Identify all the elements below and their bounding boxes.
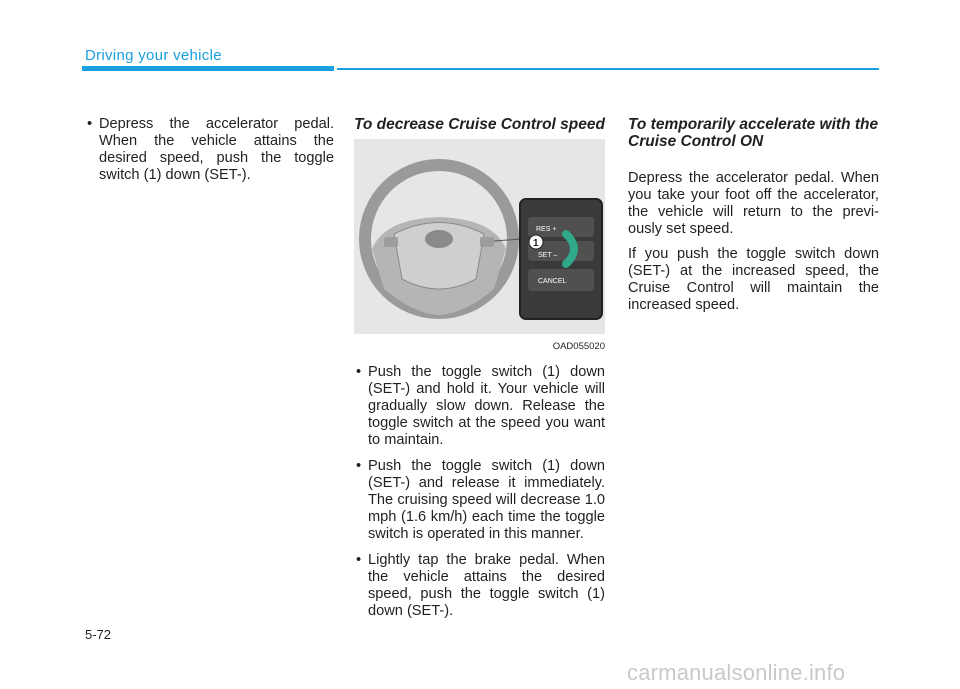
paragraph: Depress the accelerator pedal. When you take your foot off the accelerator, the vehicle will return to the previ-ously set speed. <box>628 170 879 237</box>
paragraph: If you push the toggle switch down (SET-) at the increased speed, the Cruise Control will maintain the increased speed. <box>628 246 879 313</box>
heading-temporarily-accelerate: To temporarily accelerate with the Cruise Control ON <box>628 116 879 150</box>
set-label: SET – <box>538 252 558 259</box>
header-rule-thick <box>82 66 334 71</box>
switch-inset <box>520 199 602 319</box>
figure-caption: OAD055020 <box>552 341 605 352</box>
bullet-item: • Lightly tap the brake pedal. When the vehicle attains the desired speed, push the toggle switch (1) down (SET-). <box>354 552 605 620</box>
header-rule-thin <box>337 68 879 70</box>
logo-icon <box>425 230 453 248</box>
column-3 <box>628 116 879 322</box>
cancel-label: CANCEL <box>538 278 567 285</box>
steering-wheel-figure <box>354 139 605 334</box>
bullet-item: • Push the toggle switch (1) down (SET-) and release it immediately. The cruising speed will decrease 1.0 mph (1.6 km/h) each time the toggle switch is operated in this manner. <box>354 458 605 543</box>
callout-number: 1 <box>533 238 539 249</box>
bullet-item: • Push the toggle switch (1) down (SET-) and hold it. Your vehicle will gradually slow down. Release the toggle switch at the speed you want to maintain. <box>354 364 605 449</box>
steering-wheel-illustration <box>359 159 519 319</box>
watermark: carmanualsonline.info <box>627 660 846 685</box>
section-title: Driving your vehicle <box>85 47 222 64</box>
column-1 <box>85 116 334 193</box>
page-number: 5-72 <box>85 627 112 642</box>
res-label: RES + <box>536 226 557 233</box>
heading-decrease-speed: To decrease Cruise Control speed <box>354 116 605 133</box>
column-2 <box>354 116 605 629</box>
bullet-item: • Depress the accelerator pedal. When the vehicle attains the desired speed, push the toggle switch (1) down (SET-). <box>85 116 334 184</box>
